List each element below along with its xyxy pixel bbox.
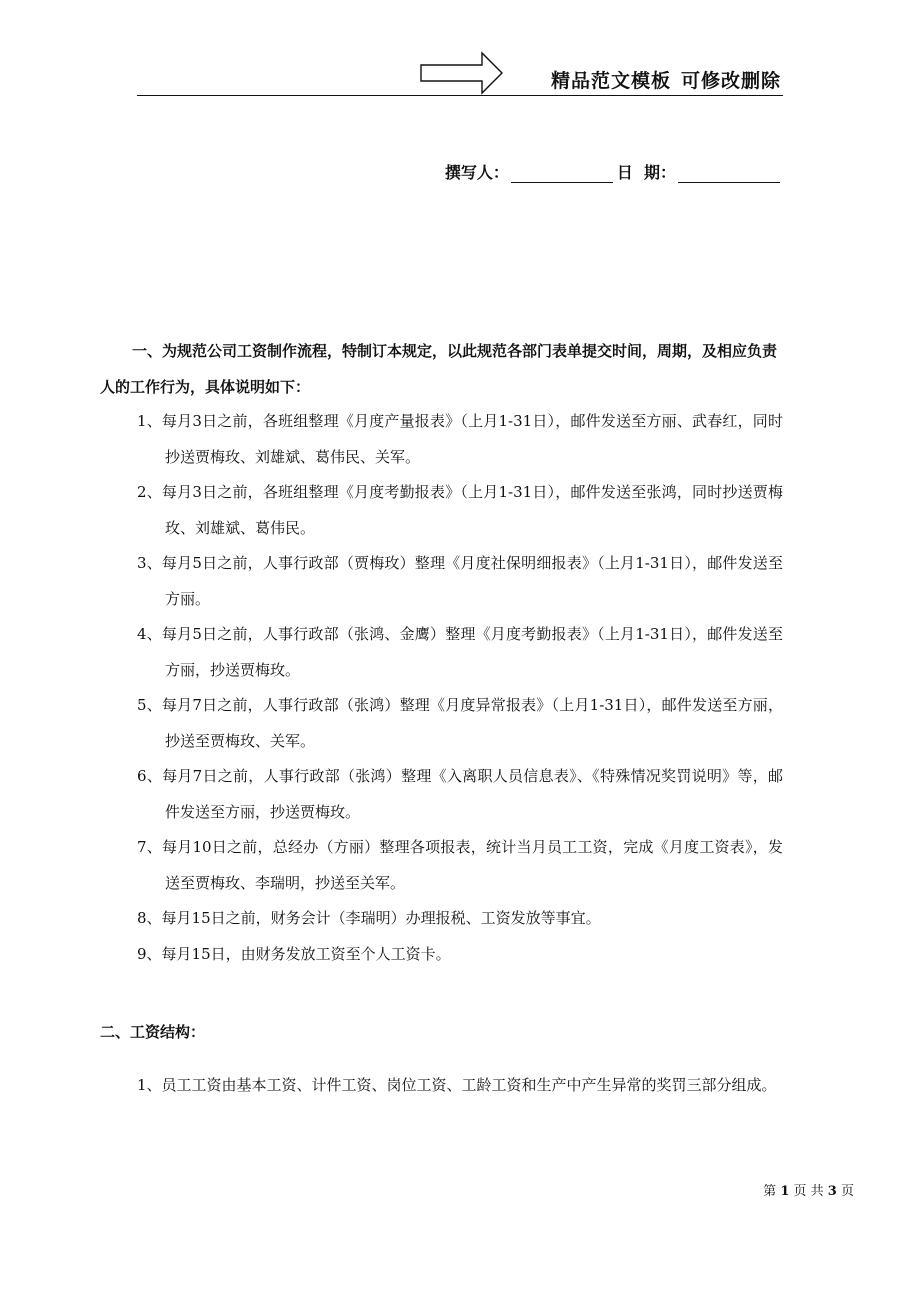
page-number bbox=[763, 1180, 854, 1199]
author-label: 撰写人： bbox=[444, 163, 509, 182]
date-label: 日 期： bbox=[616, 163, 676, 182]
list-item: 4、每月5日之前，人事行政部（张鸿、金鹰）整理《月度考勤报表》（上月1-31日），邮件发送至方丽，抄送贾梅玫。 bbox=[137, 625, 783, 679]
page-prefix: 第 bbox=[763, 1184, 777, 1199]
page-suffix: 页 bbox=[840, 1184, 854, 1199]
author-blank-field[interactable] bbox=[511, 164, 613, 183]
section1-title: 一、为规范公司工资制作流程，特制订本规定，以此规范各部门表单提交时间，周期，及相应负责人的工作行为，具体说明如下： bbox=[100, 342, 778, 396]
arrow-right-icon bbox=[420, 51, 504, 95]
header-title-part1: 精品范文模板 bbox=[550, 70, 671, 92]
list-item: 7、每月10日之前，总经办（方丽）整理各项报表，统计当月员工工资，完成《月度工资表》，发送至贾梅玫、李瑞明，抄送至关军。 bbox=[137, 838, 783, 892]
list-item: 2、每月3日之前，各班组整理《月度考勤报表》（上月1-31日），邮件发送至张鸿，同时抄送贾梅玫、刘雄斌、葛伟民。 bbox=[137, 483, 783, 537]
section1-list bbox=[137, 404, 783, 972]
date-blank-field[interactable] bbox=[678, 164, 780, 183]
header-title bbox=[551, 66, 781, 93]
page-header bbox=[137, 48, 783, 98]
page-middle: 页 共 bbox=[793, 1184, 824, 1199]
list-item: 5、每月7日之前，人事行政部（张鸿）整理《月度异常报表》（上月1-31日），邮件发送至方丽，抄送至贾梅玫、关军。 bbox=[137, 696, 783, 750]
header-divider bbox=[137, 95, 783, 96]
list-item: 1、每月3日之前，各班组整理《月度产量报表》（上月1-31日），邮件发送至方丽、武春红，同时抄送贾梅玫、刘雄斌、葛伟民、关军。 bbox=[137, 412, 783, 466]
author-date-row bbox=[445, 160, 782, 183]
list-item: 6、每月7日之前，人事行政部（张鸿）整理《入离职人员信息表》、《特殊情况奖罚说明》等，邮件发送至方丽，抄送贾梅玫。 bbox=[137, 767, 783, 821]
section2-title: 二、工资结构： bbox=[100, 1023, 206, 1041]
list-item: 3、每月5日之前，人事行政部（贾梅玫）整理《月度社保明细报表》（上月1-31日），邮件发送至方丽。 bbox=[137, 554, 783, 608]
page-current: 1 bbox=[780, 1184, 790, 1199]
list-item: 9、每月15日，由财务发放工资至个人工资卡。 bbox=[137, 944, 451, 963]
list-item: 8、每月15日之前，财务会计（李瑞明）办理报税、工资发放等事宜。 bbox=[137, 909, 601, 927]
page-total: 3 bbox=[827, 1184, 837, 1199]
section2-list bbox=[137, 1068, 783, 1104]
header-title-part2: 可修改删除 bbox=[680, 70, 781, 92]
list-item: 1、员工工资由基本工资、计件工资、岗位工资、工龄工资和生产中产生异常的奖罚三部分组成。 bbox=[137, 1076, 777, 1094]
